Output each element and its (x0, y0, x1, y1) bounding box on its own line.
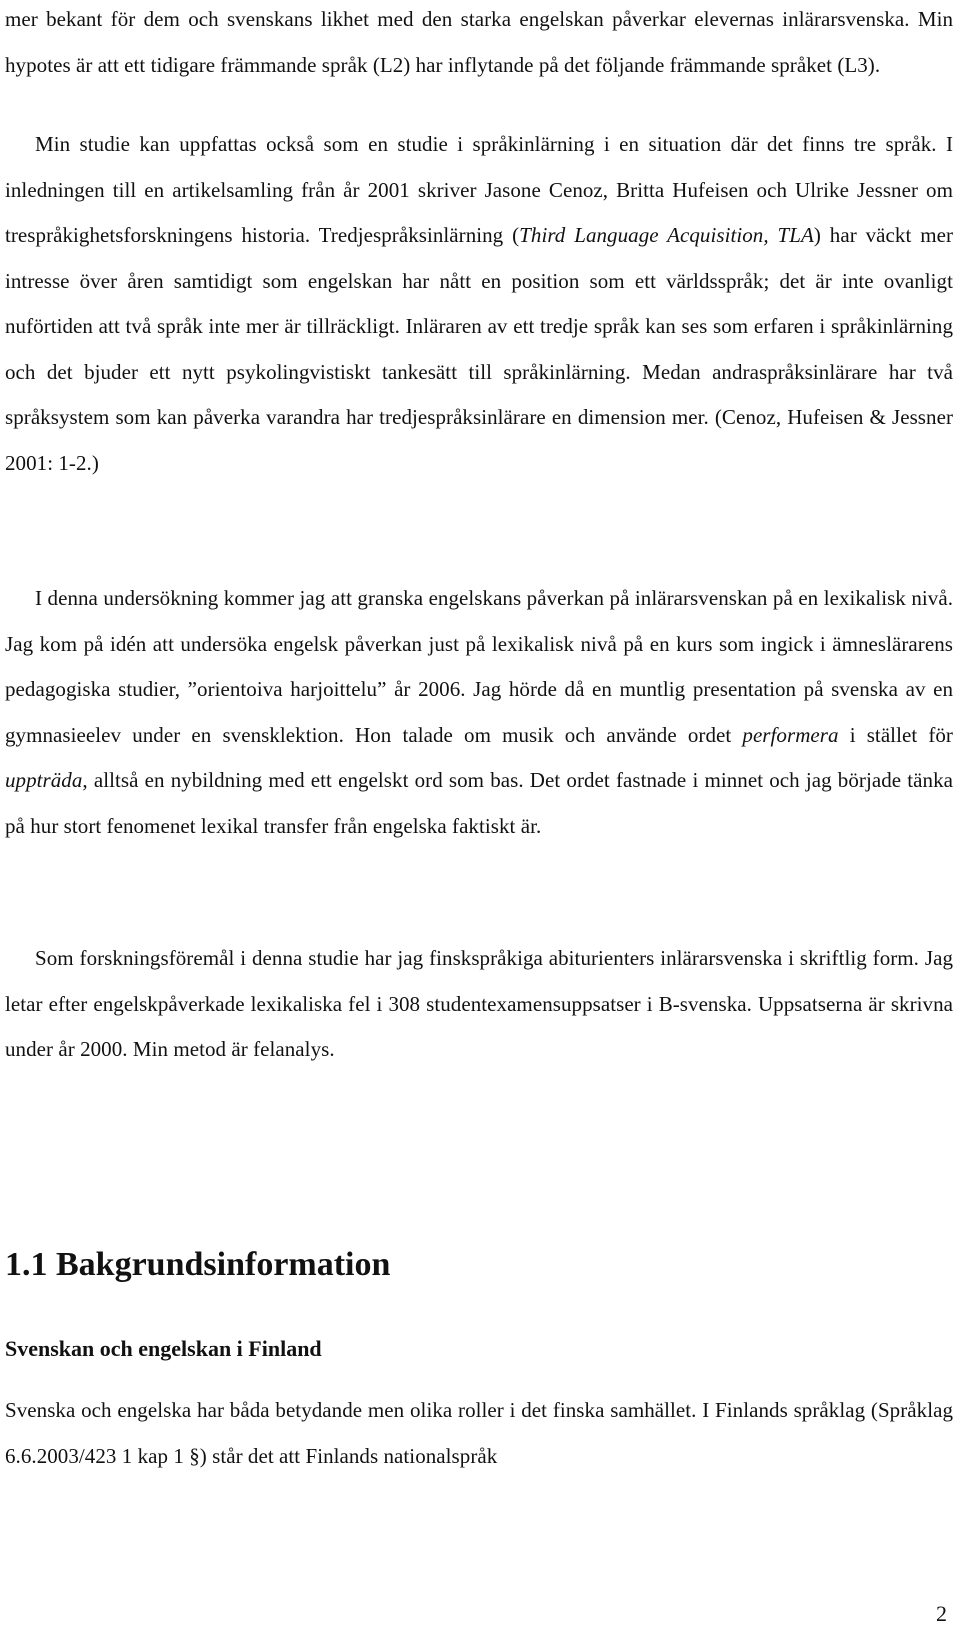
italic-term: uppträda (5, 768, 83, 792)
body-paragraph (5, 576, 953, 849)
body-paragraph: mer bekant för dem och svenskans likhet med den starka engelskan påverkar elevernas inlärarsvenska. Min hypotes är att ett tidigare främmande språk (L2) har inflytande på det följande främmande språket (L3). (5, 7, 953, 77)
body-paragraph: Som forskningsföremål i denna studie har jag finskspråkiga abiturienters inlärarsvenska i skriftlig form. Jag letar efter engelskpåverkade lexikaliska fel i 308 studentexamensuppsatser i B-svenska. Uppsatserna är skrivna under år 2000. Min metod är felanalys. (5, 946, 953, 1061)
paragraph-text: Min studie kan uppfattas också som en studie i språkinlärning i en situation där det finns tre språk. I inledningen till en artikelsamling från år 2001 skriver Jasone Cenoz, Britta Hufeisen och Ulrike Jessner om trespråkighetsforskningens historia. Tredjespråksinlärning ( (5, 132, 953, 247)
subsection-heading: Svenskan och engelskan i Finland (5, 1336, 322, 1361)
body-paragraph (5, 122, 953, 486)
italic-term: performera (742, 722, 839, 747)
italic-term: Third Language Acquisition, TLA (519, 223, 814, 247)
paragraph-text: , alltså en nybildning med ett engelskt ord som bas. Det ordet fastnade i minnet och jag började tänka på hur stort fenomenet lexikal transfer från engelska faktiskt är. (5, 768, 953, 838)
body-paragraph: Svenska och engelska har båda betydande men olika roller i det finska samhället. I Finlands språklag (Språklag 6.6.2003/423 1 kap 1 §) står det att Finlands nationalspråk (5, 1398, 953, 1468)
section-heading: 1.1 Bakgrundsinformation (5, 1246, 391, 1283)
paragraph-text: i stället för (838, 722, 953, 747)
document-page (5, 0, 953, 1640)
paragraph-text: ) har väckt mer intresse över åren samtidigt som engelskan har nått en position som ett världsspråk; det är inte ovanligt nuförtiden att två språk inte mer är tillräckligt. Inläraren av ett tredje språk kan ses som erfaren i språkinlärning och det bjuder ett nytt psykolingvistiskt tankesätt till språkinlärning. Medan andraspråksinlärare har två språksystem som kan påverka varandra har tredjespråksinlärare en dimension mer. (Cenoz, Hufeisen & Jessner 2001: 1-2.) (5, 223, 954, 475)
page-number: 2 (936, 1601, 947, 1626)
paragraph-text: I denna undersökning kommer jag att granska engelskans påverkan på inlärarsvenskan på en lexikalisk nivå. Jag kom på idén att undersöka engelsk påverkan just på lexikalisk nivå på en kurs som ingick i ämneslärarens pedagogiska studier, ”orientoiva harjoittelu” år 2006. Jag hörde då en muntlig presentation på svenska av en gymnasieelev under en svensklektion. Hon talade om musik och använde ordet (5, 586, 953, 747)
